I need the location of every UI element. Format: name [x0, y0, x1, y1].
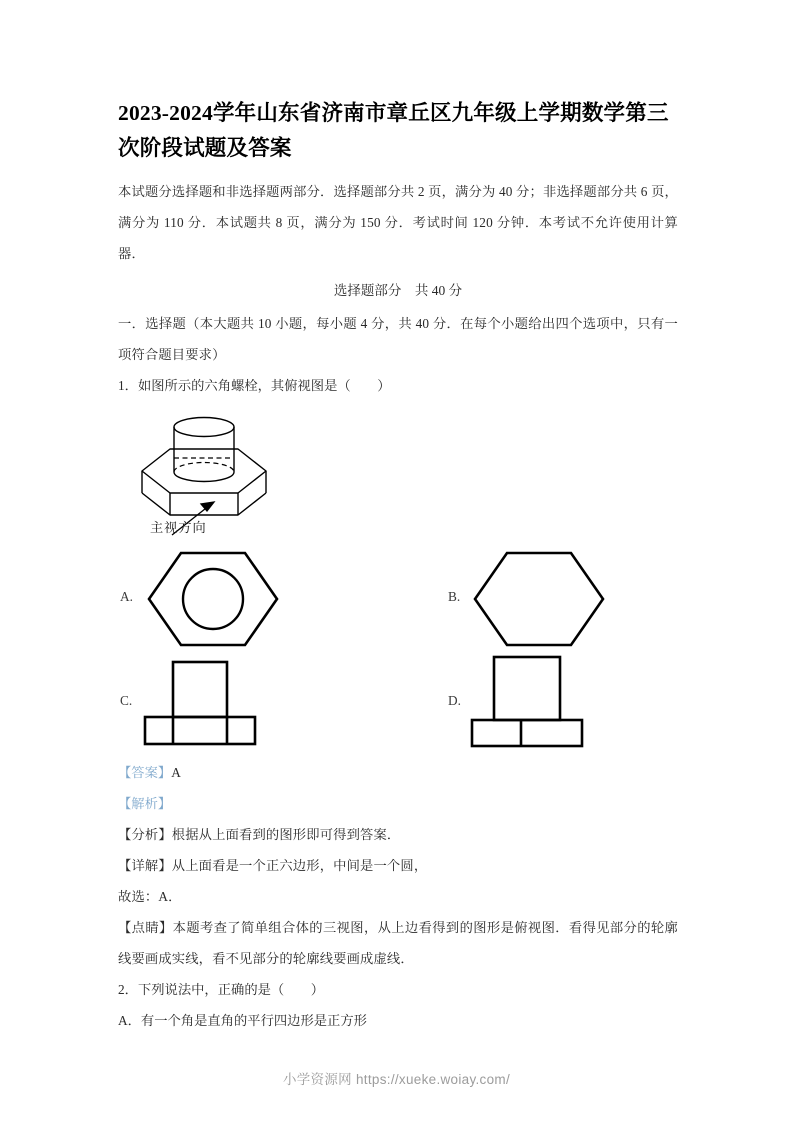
question-1-stem: 1．如图所示的六角螺栓，其俯视图是（ ）	[118, 378, 391, 393]
option-b-figure[interactable]	[470, 547, 620, 651]
option-d-letter[interactable]: D.	[448, 693, 461, 708]
answer-value: A	[171, 765, 181, 780]
option-a-letter[interactable]: A.	[120, 589, 133, 604]
square-on-two-cell-base-icon	[466, 653, 616, 751]
question-2-option-a[interactable]: A．有一个角是直角的平行四边形是正方形	[118, 1013, 367, 1028]
option-d-figure[interactable]	[466, 653, 616, 751]
question-1-options-row-1	[118, 545, 678, 653]
question-1-highlight: 【点睛】本题考查了简单组合体的三视图，从上边看得到的图形是俯视图．看得见部分的轮廓线要画成实线，看不见部分的轮廓线要画成虚线．	[118, 920, 678, 966]
option-c-figure[interactable]	[138, 659, 288, 751]
option-c-letter[interactable]: C.	[120, 693, 133, 708]
exam-intro-paragraph: 本试题分选择题和非选择题两部分．选择题部分共 2 页，满分为 40 分；非选择题部分共 6 页，满分为 110 分．本试题共 8 页，满分为 150 分．考试时间 120 分钟．本考试不允许使用计算器．	[118, 184, 678, 261]
question-1-figure	[126, 405, 678, 541]
question-1-explain-header	[118, 788, 678, 819]
hexagon-plain-icon	[470, 547, 620, 651]
document-content	[118, 96, 678, 1036]
hexagon-with-circle-icon	[144, 547, 294, 651]
explain-label: 【解析】	[118, 796, 172, 811]
option-b-letter[interactable]: B.	[448, 589, 461, 604]
question-1-analysis: 【分析】根据从上面看到的图形即可得到答案．	[118, 827, 401, 842]
question-2-stem: 2．下列说法中，正确的是（ ）	[118, 982, 325, 997]
footer-watermark: 小学资源网 https://xueke.woiay.com/	[282, 1072, 511, 1087]
answer-label: 【答案】	[118, 765, 172, 780]
section-heading: 选择题部分 共 40 分	[333, 283, 463, 298]
part-one-instructions: 一．选择题（本大题共 10 小题，每小题 4 分，共 40 分．在每个小题给出四个选项中，只有一项符合题目要求）	[118, 316, 678, 362]
question-1-conclusion: 故选：A．	[118, 889, 182, 904]
question-1-options-row-2	[118, 653, 678, 757]
page-title: 2023-2024学年山东省济南市章丘区九年级上学期数学第三次阶段试题及答案	[118, 101, 669, 160]
figure-direction-label: 主视方向	[150, 520, 207, 535]
option-a-figure[interactable]	[144, 547, 294, 651]
question-1-detail: 【详解】从上面看是一个正六边形，中间是一个圆，	[118, 858, 428, 873]
t-shape-wide-base-icon	[138, 659, 288, 751]
question-1-answer	[118, 757, 678, 788]
